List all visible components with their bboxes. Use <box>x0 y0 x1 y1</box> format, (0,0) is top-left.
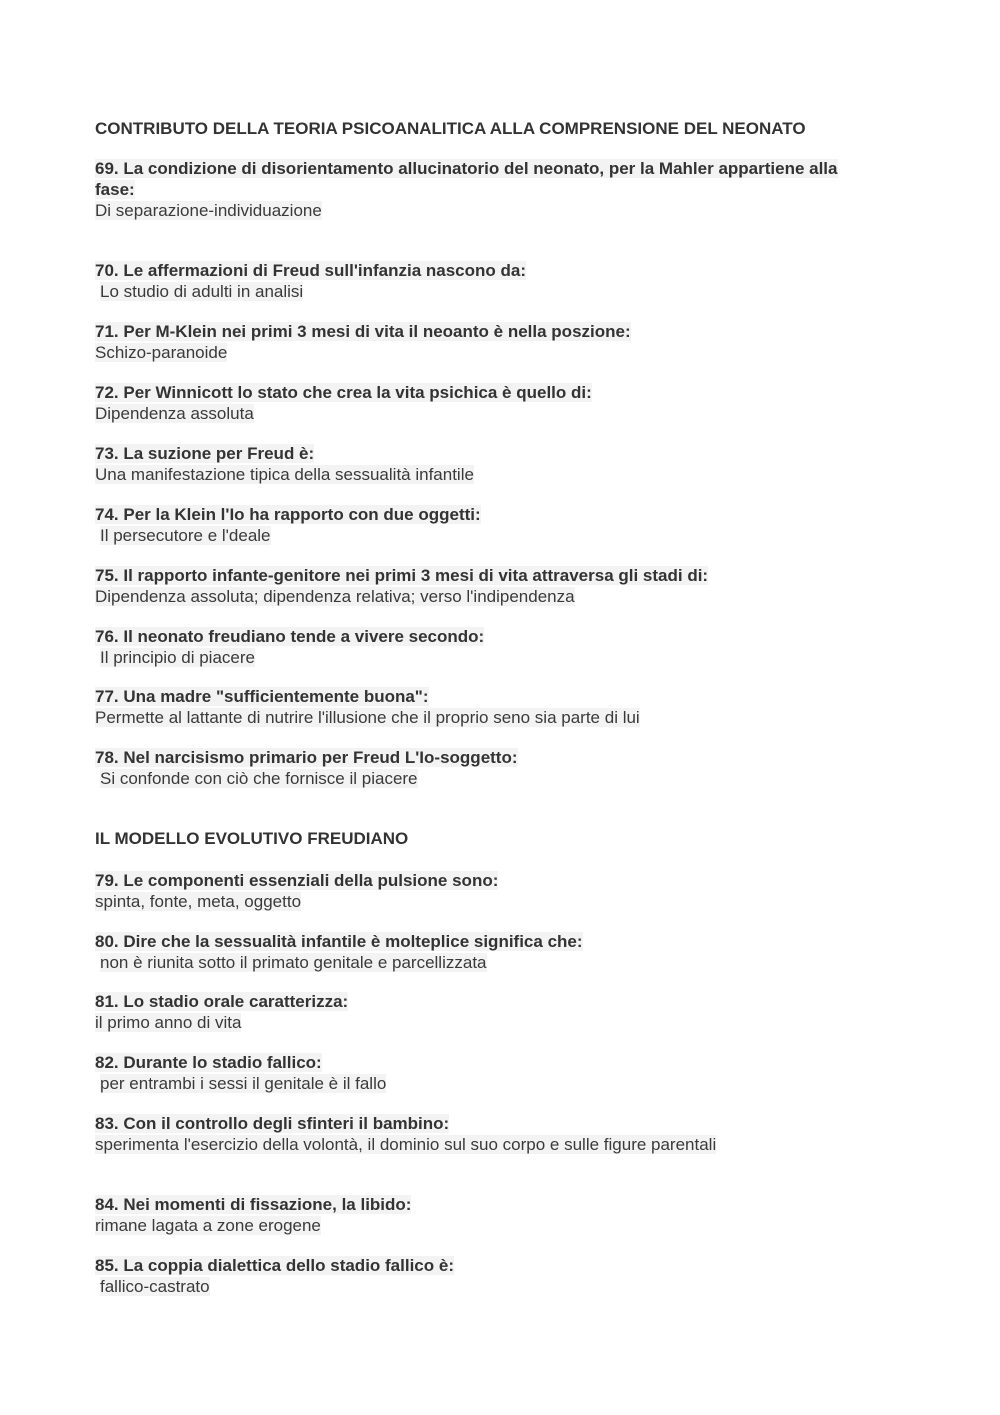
answer-text: sperimenta l'esercizio della volontà, il dominio sul suo corpo e sulle figure parentali <box>95 1135 717 1154</box>
qa-item <box>95 626 484 668</box>
answer-text: Dipendenza assoluta <box>95 404 254 423</box>
qa-item <box>95 158 838 221</box>
question-text: 84. Nei momenti di fissazione, la libido: <box>95 1195 412 1214</box>
qa-item <box>95 1052 386 1094</box>
question-text: 80. Dire che la sessualità infantile è molteplice significa che: <box>95 932 583 951</box>
answer-text: Una manifestazione tipica della sessualità infantile <box>95 465 474 484</box>
question-text: 73. La suzione per Freud è: <box>95 444 315 463</box>
answer-text: fallico-castrato <box>100 1277 210 1296</box>
qa-item <box>95 504 481 546</box>
qa-item <box>95 870 498 912</box>
answer-text: Schizo-paranoide <box>95 343 228 362</box>
question-text: 79. Le componenti essenziali della pulsione sono: <box>95 871 499 890</box>
section-title: CONTRIBUTO DELLA TEORIA PSICOANALITICA ALLA COMPRENSIONE DEL NEONATO <box>95 119 806 138</box>
answer-text: Si confonde con ciò che fornisce il piacere <box>100 769 418 788</box>
question-text: 77. Una madre "sufficientemente buona": <box>95 687 429 706</box>
qa-item <box>95 321 631 363</box>
question-text: 76. Il neonato freudiano tende a vivere secondo: <box>95 627 485 646</box>
answer-text: rimane lagata a zone erogene <box>95 1216 321 1235</box>
qa-item <box>95 382 592 424</box>
question-text: 69. La condizione di disorientamento allucinatorio del neonato, per la Mahler appartiene alla <box>95 159 838 178</box>
qa-item <box>95 747 518 789</box>
section-title: IL MODELLO EVOLUTIVO FREUDIANO <box>95 829 409 848</box>
section-heading <box>95 119 806 139</box>
answer-text: Dipendenza assoluta; dipendenza relativa; verso l'indipendenza <box>95 587 575 606</box>
qa-item <box>95 1113 716 1155</box>
question-text: 70. Le affermazioni di Freud sull'infanzia nascono da: <box>95 261 527 280</box>
question-text: 75. Il rapporto infante-genitore nei primi 3 mesi di vita attraversa gli stadi di: <box>95 566 709 585</box>
qa-item <box>95 443 474 485</box>
qa-item <box>95 991 348 1033</box>
answer-text: Il principio di piacere <box>100 648 255 667</box>
qa-item <box>95 1194 411 1236</box>
answer-text: spinta, fonte, meta, oggetto <box>95 892 302 911</box>
answer-text: il primo anno di vita <box>95 1013 242 1032</box>
qa-item <box>95 686 640 728</box>
question-text: 71. Per M-Klein nei primi 3 mesi di vita il neoanto è nella poszione: <box>95 322 631 341</box>
qa-item <box>95 1255 454 1297</box>
qa-item <box>95 931 583 973</box>
question-text-continued: fase: <box>95 180 135 199</box>
question-text: 83. Con il controllo degli sfinteri il bambino: <box>95 1114 450 1133</box>
qa-item <box>95 260 526 302</box>
section-heading <box>95 829 408 849</box>
qa-item <box>95 565 708 607</box>
answer-text: per entrambi i sessi il genitale è il fallo <box>100 1074 387 1093</box>
question-text: 82. Durante lo stadio fallico: <box>95 1053 322 1072</box>
question-text: 85. La coppia dialettica dello stadio fallico è: <box>95 1256 454 1275</box>
question-text: 78. Nel narcisismo primario per Freud L'Io-soggetto: <box>95 748 518 767</box>
question-text: 74. Per la Klein l'Io ha rapporto con due oggetti: <box>95 505 481 524</box>
answer-text: non è riunita sotto il primato genitale e parcellizzata <box>100 953 487 972</box>
answer-text: Lo studio di adulti in analisi <box>100 282 304 301</box>
answer-text: Il persecutore e l'deale <box>100 526 271 545</box>
question-text: 72. Per Winnicott lo stato che crea la vita psichica è quello di: <box>95 383 592 402</box>
question-text: 81. Lo stadio orale caratterizza: <box>95 992 349 1011</box>
answer-text: Di separazione-individuazione <box>95 201 322 220</box>
answer-text: Permette al lattante di nutrire l'illusione che il proprio seno sia parte di lui <box>95 708 640 727</box>
